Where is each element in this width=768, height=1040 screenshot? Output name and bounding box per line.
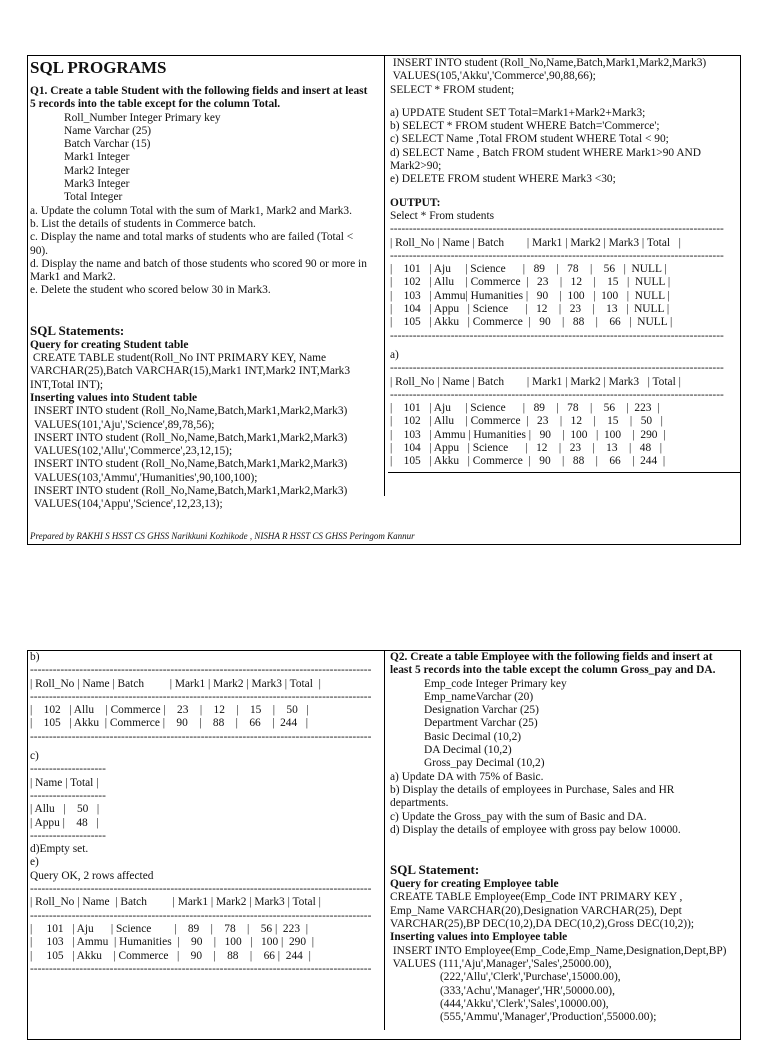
task-item: c) Update the Gross_pay with the sum of Basic and DA. xyxy=(390,810,647,823)
table-row: | 104 | Appu | Science | 12 | 23 | 13 | NULL | xyxy=(390,303,670,316)
result-e-label: e) xyxy=(30,856,39,869)
insert-line: INSERT INTO student (Roll_No,Name,Batch,Mark1,Mark2,Mark3) xyxy=(34,405,348,418)
table-row: | 105 | Akku | Commerce | 90 | 88 | 66 | 244 | xyxy=(30,717,308,730)
query-line: e) DELETE FROM student WHERE Mark3 <30; xyxy=(390,173,616,186)
task-item: d. Display the name and batch of those students who scored 90 or more in xyxy=(30,257,367,270)
field-item: Designation Varchar (25) xyxy=(424,704,539,717)
page-1-table-end-rule xyxy=(388,472,741,473)
task-item: b. List the details of students in Commerce batch. xyxy=(30,217,256,230)
create-table-line: VARCHAR(25),BP DEC(10,2),DA DEC(10,2),Gross DEC(10,2)); xyxy=(390,918,695,931)
table-row: | 103 | Ammu| Humanities | 90 | 100 | 100 | NULL | xyxy=(390,289,670,302)
insert-line: INSERT INTO student (Roll_No,Name,Batch,Mark1,Mark2,Mark3) xyxy=(34,485,348,498)
table-divider: -------------------- xyxy=(30,763,106,776)
table-divider: ---------------------------------------------------------------------------------------- xyxy=(390,362,724,375)
value-line: (444,'Akku','Clerk','Sales',10000.00), xyxy=(440,997,609,1010)
query-result-text: Query OK, 2 rows affected xyxy=(30,869,154,882)
task-item: c. Display the name and total marks of students who are failed (Total < xyxy=(30,231,354,244)
create-table-line: Emp_Name VARCHAR(20),Designation VARCHAR(25), Dept xyxy=(390,904,682,917)
table-header: | Roll_No | Name | Batch | Mark1 | Mark2 | Mark3 | Total | xyxy=(30,677,321,690)
table-divider: ---------------------------------------------------------------------------------------- xyxy=(390,329,724,342)
table-divider: ------------------------------------------------------------------------------------------ xyxy=(30,962,372,975)
table-divider: -------------------- xyxy=(30,829,106,842)
result-a-label: a) xyxy=(390,348,399,361)
table-row: | 101 | Aju | Science | 89 | 78 | 56 | 223 | xyxy=(390,402,660,415)
query-line: b) SELECT * FROM student WHERE Batch='Commerce'; xyxy=(390,120,660,133)
insert-line: VALUES(105,'Akku','Commerce',90,88,66); xyxy=(390,70,596,83)
table-row: | 105 | Akku | Commerce | 90 | 88 | 66 | 244 | xyxy=(30,949,311,962)
field-item: Basic Decimal (10,2) xyxy=(424,730,522,743)
page-1-right-column xyxy=(390,57,738,469)
q1-line: 5 records into the table except for the column Total. xyxy=(30,98,281,111)
page-2-column-divider xyxy=(384,650,385,1030)
sql-statement-heading: SQL Statement: xyxy=(390,862,480,878)
q2-line: least 5 records into the table except the column Gross_pay and DA. xyxy=(390,664,716,677)
task-item: e. Delete the student who scored below 30 in Mark3. xyxy=(30,284,271,297)
table-row: | 103 | Ammu | Humanities | 90 | 100 | 100 | 290 | xyxy=(390,428,666,441)
query-line: d) SELECT Name , Batch FROM student WHERE Mark1>90 AND xyxy=(390,146,701,159)
page-1-left-column xyxy=(30,57,380,512)
insert-line: INSERT INTO student (Roll_No,Name,Batch,Mark1,Mark2,Mark3) xyxy=(34,431,348,444)
task-item: Mark1 and Mark2. xyxy=(30,271,116,284)
field-item: Mark2 Integer xyxy=(64,164,130,177)
table-row: | 103 | Ammu | Humanities | 90 | 100 | 100 | 290 | xyxy=(30,936,315,949)
sql-statements-heading: SQL Statements: xyxy=(30,322,125,338)
field-item: Mark1 Integer xyxy=(64,151,130,164)
task-item: a) Update DA with 75% of Basic. xyxy=(390,770,544,783)
table-divider: ---------------------------------------------------------------------------------------- xyxy=(390,249,724,262)
page-2-left-column xyxy=(30,651,380,976)
page-title: SQL PROGRAMS xyxy=(30,58,167,77)
select-line: SELECT * FROM student; xyxy=(390,83,515,96)
field-item: Batch Varchar (15) xyxy=(64,138,151,151)
table-divider: ------------------------------------------------------------------------------------------ xyxy=(30,730,372,743)
query-line: a) UPDATE Student SET Total=Mark1+Mark2+Mark3; xyxy=(390,106,646,119)
table-divider: ---------------------------------------------------------------------------------------- xyxy=(390,223,724,236)
table-divider: ------------------------------------------------------------------------------------------ xyxy=(30,909,372,922)
table-row: | Allu | 50 | xyxy=(30,803,100,816)
value-line: (333,'Achu','Manager','HR',50000.00), xyxy=(440,984,615,997)
result-b-label: b) xyxy=(30,651,40,663)
table-row: | 104 | Appu | Science | 12 | 23 | 13 | 48 | xyxy=(390,442,662,455)
insert-line: VALUES (111,'Aju',Manager','Sales',25000.00), xyxy=(390,957,612,970)
field-item: Gross_pay Decimal (10,2) xyxy=(424,757,545,770)
create-table-line: INT,Total INT); xyxy=(30,378,104,391)
insert-line: INSERT INTO Employee(Emp_Code,Emp_Name,Designation,Dept,BP) xyxy=(390,944,727,957)
table-header: | Roll_No | Name | Batch | Mark1 | Mark2 | Mark3 | Total | xyxy=(390,236,681,249)
table-row: | 102 | Allu | Commerce | 23 | 12 | 15 | 50 | xyxy=(30,704,309,717)
insert-line: VALUES(102,'Allu','Commerce',23,12,15); xyxy=(34,445,233,458)
table-divider: ------------------------------------------------------------------------------------------ xyxy=(30,664,372,677)
create-table-line: CREATE TABLE student(Roll_No INT PRIMARY KEY, Name xyxy=(30,352,327,365)
insert-line: VALUES(101,'Aju','Science',89,78,56); xyxy=(34,418,215,431)
insert-values-heading: Inserting values into Employee table xyxy=(390,931,568,944)
value-line: (555,'Ammu','Manager','Production',55000.00); xyxy=(440,1011,657,1024)
q1-line: Q1. Create a table Student with the following fields and insert at least xyxy=(30,85,368,97)
table-row: | 101 | Aju | Science | 89 | 78 | 56 | 223 | xyxy=(30,922,308,935)
table-divider: ------------------------------------------------------------------------------------------ xyxy=(30,883,372,896)
insert-line: INSERT INTO student (Roll_No,Name,Batch,Mark1,Mark2,Mark3) xyxy=(34,458,348,471)
field-item: Roll_Number Integer Primary key xyxy=(64,111,221,124)
field-item: Department Varchar (25) xyxy=(424,717,538,730)
table-row: | 101 | Aju | Science | 89 | 78 | 56 | NULL | xyxy=(390,263,667,276)
create-table-line: CREATE TABLE Employee(Emp_Code INT PRIMARY KEY , xyxy=(390,891,683,904)
result-d-label: d)Empty set. xyxy=(30,843,89,856)
query-line: Mark2>90; xyxy=(390,160,442,173)
insert-line: VALUES(104,'Appu','Science',12,23,13); xyxy=(34,498,223,511)
output-select-line: Select * From students xyxy=(390,209,495,222)
task-item: d) Display the details of employee with gross pay below 10000. xyxy=(390,823,681,836)
q1-task-list xyxy=(30,205,380,298)
value-line: (222,'Allu','Clerk','Purchase',15000.00), xyxy=(440,971,621,984)
table-divider: ------------------------------------------------------------------------------------------ xyxy=(30,690,372,703)
table-row: | 105 | Akku | Commerce | 90 | 88 | 66 | NULL | xyxy=(390,316,673,329)
insert-values-heading: Inserting values into Student table xyxy=(30,391,198,404)
q1-field-list xyxy=(30,112,380,205)
table-header: | Name | Total | xyxy=(30,776,99,789)
table-header: | Roll_No | Name | Batch | Mark1 | Mark2 | Mark3 | Total | xyxy=(390,375,681,388)
table-divider: ---------------------------------------------------------------------------------------- xyxy=(390,388,724,401)
field-item: DA Decimal (10,2) xyxy=(424,744,512,757)
task-item: b) Display the details of employees in Purchase, Sales and HR xyxy=(390,783,675,796)
table-row: | 102 | Allu | Commerce | 23 | 12 | 15 | 50 | xyxy=(390,415,663,428)
page-2-right-column xyxy=(390,651,740,1024)
insert-line: INSERT INTO student (Roll_No,Name,Batch,Mark1,Mark2,Mark3) xyxy=(390,57,707,69)
output-heading: OUTPUT: xyxy=(390,196,441,209)
task-item: departments. xyxy=(390,797,449,810)
table-row: | Appu | 48 | xyxy=(30,816,99,829)
create-table-heading: Query for creating Student table xyxy=(30,338,189,351)
result-c-label: c) xyxy=(30,750,39,763)
field-item: Emp_code Integer Primary key xyxy=(424,677,567,690)
field-item: Emp_nameVarchar (20) xyxy=(424,690,534,703)
q2-line: Q2. Create a table Employee with the following fields and insert at xyxy=(390,651,713,663)
field-item: Name Varchar (25) xyxy=(64,124,152,137)
create-table-line: VARCHAR(25),Batch VARCHAR(15),Mark1 INT,Mark2 INT,Mark3 xyxy=(30,365,351,378)
table-row: | 102 | Allu | Commerce | 23 | 12 | 15 | NULL | xyxy=(390,276,671,289)
field-item: Total Integer xyxy=(64,191,123,204)
table-header: | Roll_No | Name | Batch | Mark1 | Mark2 | Mark3 | Total | xyxy=(30,896,321,909)
page-1-column-divider xyxy=(384,55,385,496)
task-item: 90). xyxy=(30,244,49,257)
field-item: Mark3 Integer xyxy=(64,178,130,191)
insert-line: VALUES(103,'Ammu','Humanities',90,100,100); xyxy=(34,471,258,484)
task-item: a. Update the column Total with the sum of Mark1, Mark2 and Mark3. xyxy=(30,204,352,217)
query-line: c) SELECT Name ,Total FROM student WHERE Total < 90; xyxy=(390,133,669,146)
table-divider: -------------------- xyxy=(30,789,106,802)
table-row: | 105 | Akku | Commerce | 90 | 88 | 66 | 244 | xyxy=(390,455,666,468)
page-footer: Prepared by RAKHI S HSST CS GHSS Narikkuni Kozhikode , NISHA R HSST CS GHSS Peringom Kannur xyxy=(30,531,415,541)
q1-statement xyxy=(30,85,380,112)
create-table-heading: Query for creating Employee table xyxy=(390,878,559,891)
